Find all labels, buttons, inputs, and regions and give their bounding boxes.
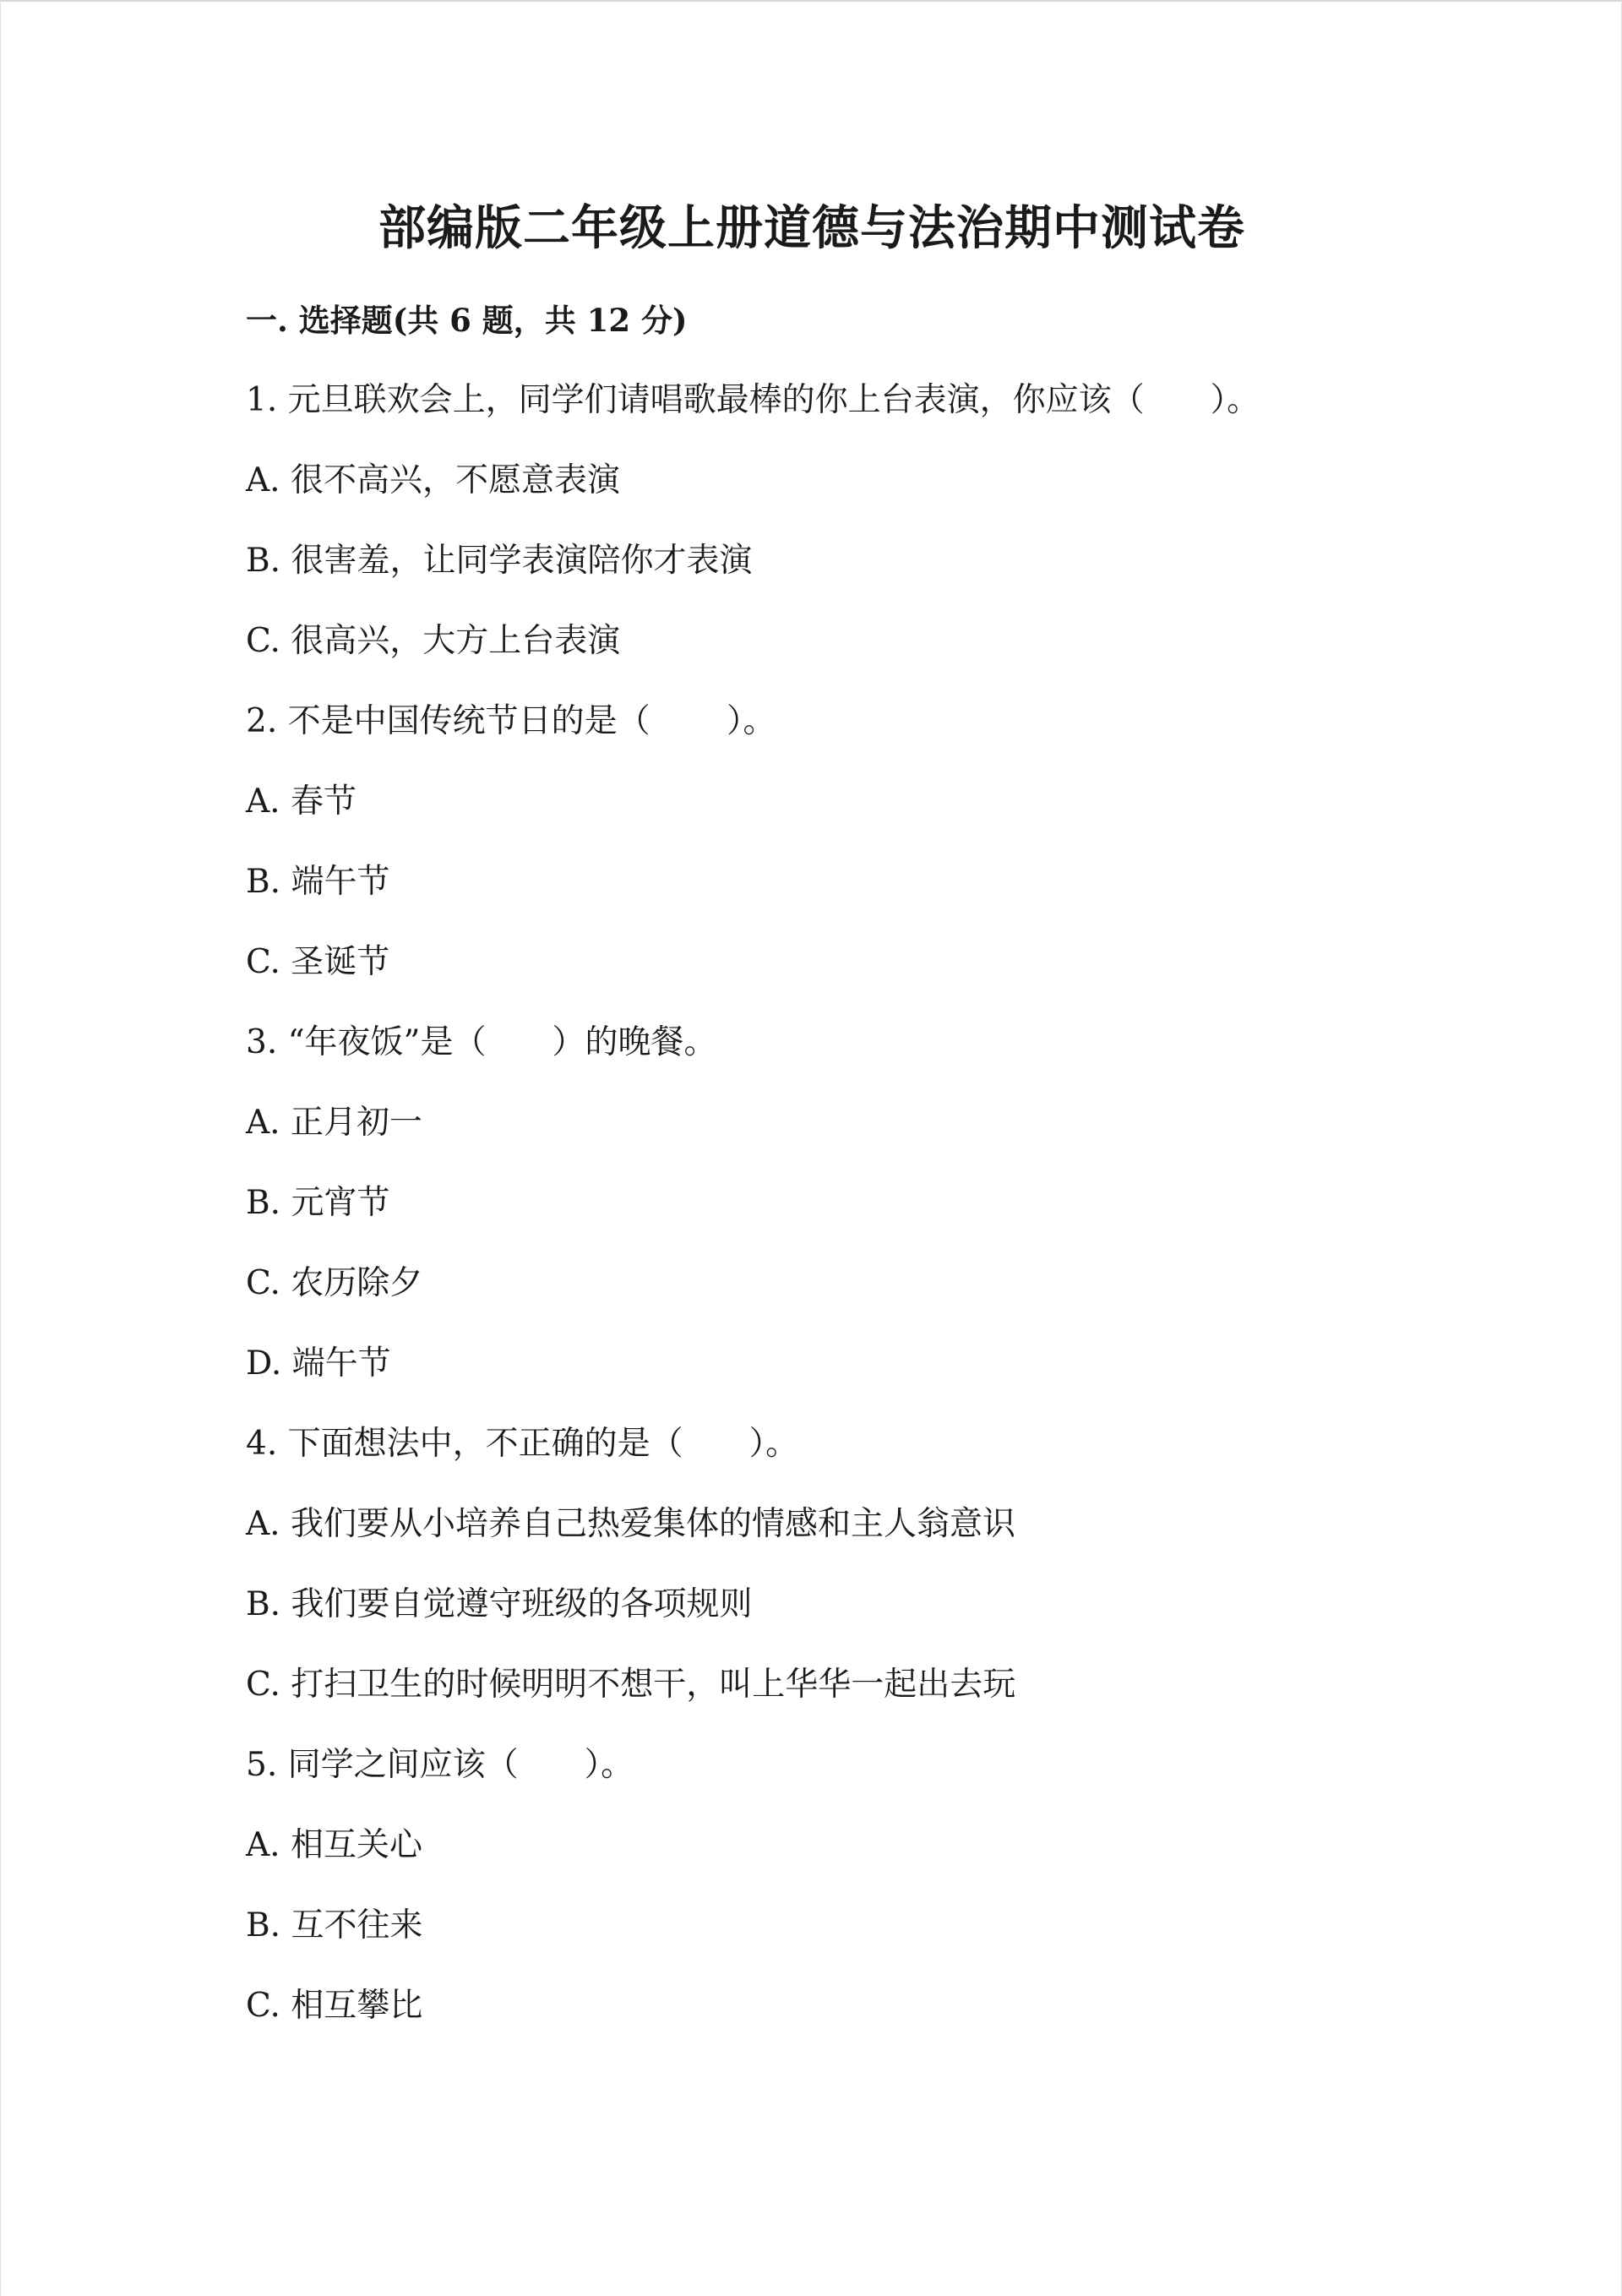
question-2-stem: 2. 不是中国传统节日的是（ ）。 bbox=[246, 702, 776, 740]
question-4-stem: 4. 下面想法中，不正确的是（ ）。 bbox=[246, 1425, 799, 1463]
question-2-option-c: C. 圣诞节 bbox=[246, 943, 390, 981]
question-1-stem: 1. 元旦联欢会上，同学们请唱歌最棒的你上台表演，你应该（ ）。 bbox=[246, 381, 1260, 419]
question-3-option-d: D. 端午节 bbox=[246, 1344, 391, 1383]
question-5-option-b: B. 互不往来 bbox=[246, 1906, 423, 1944]
question-2-option-b: B. 端午节 bbox=[246, 863, 390, 901]
question-4-option-a: A. 我们要从小培养自己热爱集体的情感和主人翁意识 bbox=[246, 1505, 1015, 1543]
question-3-option-c: C. 农历除夕 bbox=[246, 1264, 423, 1302]
question-3-stem: 3. “年夜饭”是（ ）的晚餐。 bbox=[246, 1023, 717, 1061]
question-1-option-a: A. 很不高兴，不愿意表演 bbox=[246, 461, 620, 499]
question-4-option-b: B. 我们要自觉遵守班级的各项规则 bbox=[246, 1585, 753, 1623]
question-5-option-c: C. 相互攀比 bbox=[246, 1987, 423, 2025]
question-3-option-b: B. 元宵节 bbox=[246, 1184, 390, 1222]
question-1-option-c: C. 很高兴，大方上台表演 bbox=[246, 622, 621, 660]
question-2-option-a: A. 春节 bbox=[246, 783, 357, 821]
question-1-option-b: B. 很害羞，让同学表演陪你才表演 bbox=[246, 542, 753, 580]
question-5-stem: 5. 同学之间应该（ ）。 bbox=[246, 1746, 634, 1784]
question-4-option-c: C. 打扫卫生的时候明明不想干，叫上华华一起出去玩 bbox=[246, 1666, 1016, 1704]
page-title: 部编版二年级上册道德与法治期中测试卷 bbox=[378, 200, 1245, 256]
question-3-option-a: A. 正月初一 bbox=[246, 1104, 422, 1142]
question-5-option-a: A. 相互关心 bbox=[246, 1826, 422, 1864]
section-heading: 一. 选择题(共 6 题，共 12 分) bbox=[246, 302, 688, 339]
